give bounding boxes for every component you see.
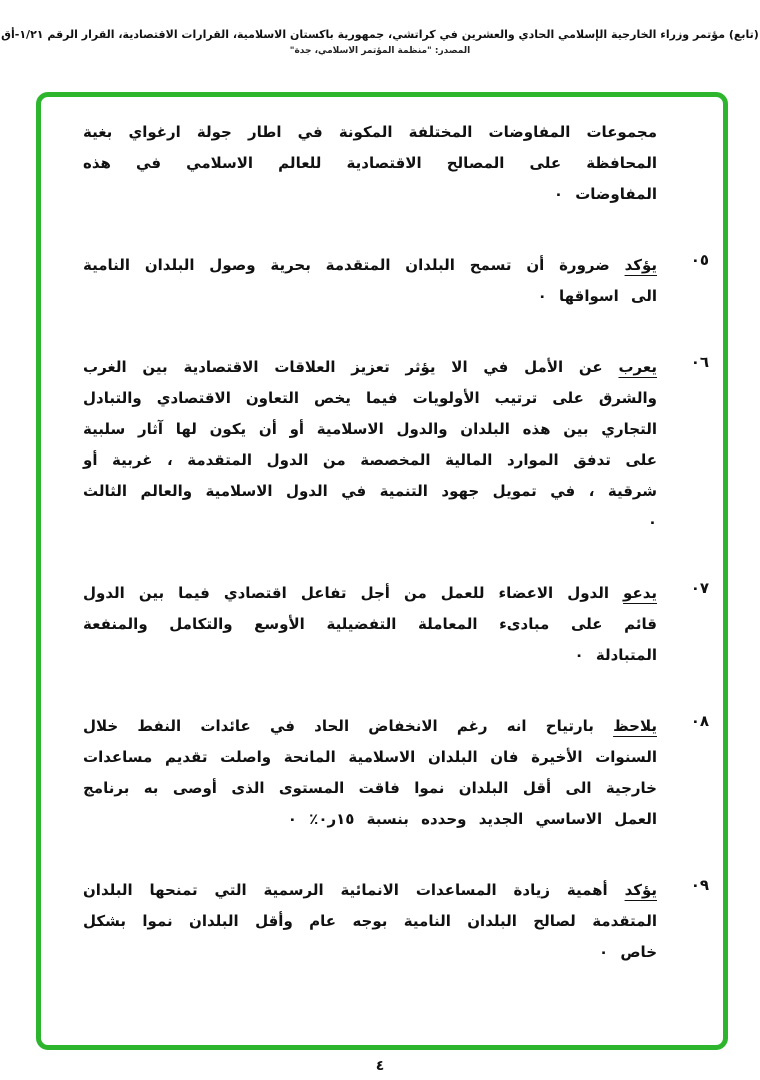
item-body-text: أهمية زيادة المساعدات الانمائية الرسمية التي تمنحها البلدان المتقدمة لصالح البلدان النامية بوجه عام وأقل البلدان نموا بشكل خاص ٠ xyxy=(83,881,657,961)
resolution-item-9 xyxy=(83,875,709,968)
item-lead-word: يؤكد xyxy=(624,256,657,274)
resolution-item-7 xyxy=(83,578,709,671)
resolution-item-5 xyxy=(83,250,709,312)
item-marker-empty xyxy=(657,117,709,210)
item-lead-word: يؤكد xyxy=(624,881,657,899)
item-text xyxy=(83,250,657,312)
scanned-page-frame xyxy=(36,92,728,1050)
page-number: ٤ xyxy=(375,1058,385,1074)
resolution-item-6 xyxy=(83,352,709,538)
item-body-text: الدول الاعضاء للعمل من أجل تفاعل اقتصادي فيما بين الدول قائم على مبادىء المعاملة التفضيلية الأوسع والتكامل والمنفعة المتبادلة ٠ xyxy=(83,584,657,664)
item-marker: ٠٩ xyxy=(690,876,709,894)
item-marker: ٠٦ xyxy=(690,353,709,371)
item-marker: ٠٨ xyxy=(690,712,709,730)
item-marker: ٠٥ xyxy=(690,251,709,269)
item-text xyxy=(83,711,657,835)
item-body-text: ضرورة أن تسمح البلدان المتقدمة بحرية وصول البلدان النامية الى اسواقها ٠ xyxy=(83,256,657,305)
item-text xyxy=(83,578,657,671)
item-lead-word: يعرب xyxy=(618,358,657,376)
intro-text: مجموعات المفاوضات المختلفة المكونة في اطار جولة ارغواي بغية المحافظة على المصالح الاقتصادية للعالم الاسلامي في هذه المفاوضات ٠ xyxy=(83,123,657,203)
item-body-text: بارتياح انه رغم الانخفاض الحاد في عائدات النفط خلال السنوات الأخيرة فان البلدان الاسلامية المانحة واصلت تقديم مساعدات خارجية الى أقل البلدان نموا فاقت المستوى الذى أوصى به برنامج العمل الاساسي الجديد وحدده بنسبة ١٥ر٠٪ ٠ xyxy=(83,717,657,828)
item-text xyxy=(83,352,657,538)
item-lead-word: يلاحظ xyxy=(613,717,657,735)
item-body-text: عن الأمل في الا يؤثر تعزيز العلاقات الاقتصادية بين الغرب والشرق على ترتيب الأولويات فيما يخص التعاون الاقتصادي والتبادل التجاري بين هذه البلدان والدول الاسلامية أو أن يكون لها آثار سلبية على تدفق الموارد المالية المخصصة من الدول المتقدمة ، غربية أو شرقية ، في تمويل جهود التنمية في الدول الاسلامية والعالم الثالث ٠ xyxy=(83,358,657,531)
item-marker: ٠٧ xyxy=(690,579,709,597)
resolution-item-8 xyxy=(83,711,709,835)
intro-paragraph xyxy=(83,117,709,210)
header-source: المصدر: "منظمة المؤتمر الاسلامي، جدة" xyxy=(289,46,471,56)
document-header xyxy=(0,0,760,56)
item-lead-word: يدعو xyxy=(623,584,657,602)
item-text xyxy=(83,875,657,968)
header-title: (تابع) مؤتمر وزراء الخارجية الإسلامي الحادي والعشرين في كراتشي، جمهورية باكستان الاسلامية، القرارات الاقتصادية، القرار الرقم ١/٢١-أق xyxy=(1,28,759,41)
